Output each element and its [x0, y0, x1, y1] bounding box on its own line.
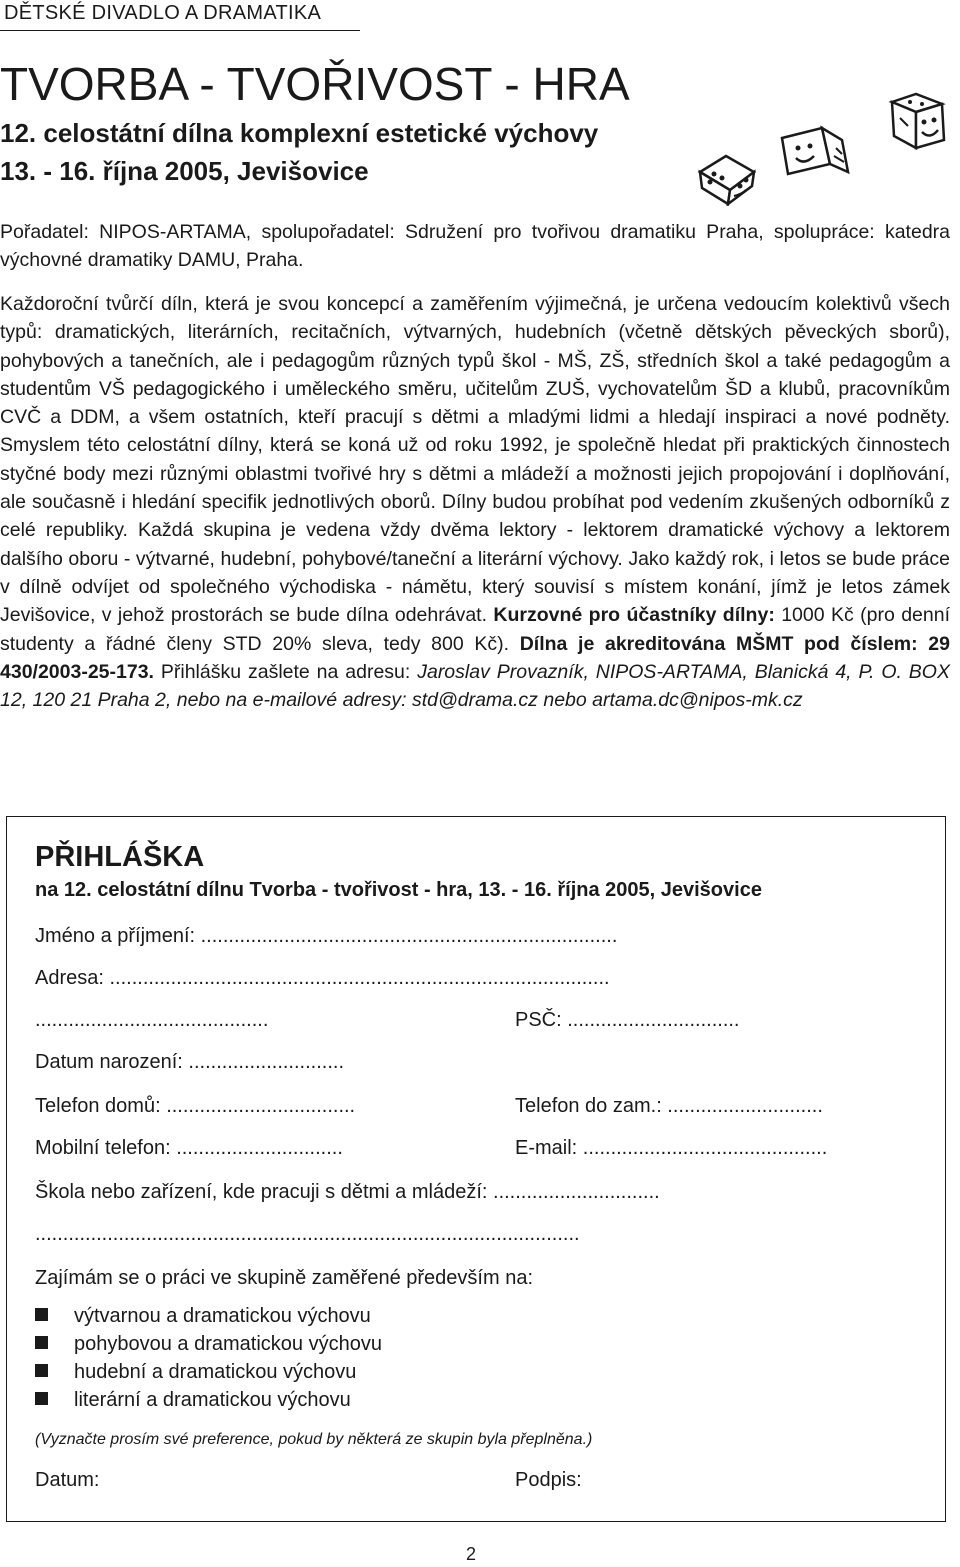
- dice-icon: [696, 150, 758, 206]
- accreditation-text: Dílna je akreditována MŠMT pod číslem: 29 430/2003-25-173.: [0, 632, 950, 683]
- option-label: výtvarnou a dramatickou výchovu: [74, 1305, 371, 1327]
- event-date-place: 13. - 16. října 2005, Jevišovice: [0, 156, 369, 186]
- name-field[interactable]: Jméno a příjmení: ...........................................................................: [35, 925, 618, 947]
- preference-note: (Vyznačte prosím své preference, pokud by některá ze skupin byla přeplněna.): [35, 1431, 593, 1448]
- smiling-dice-icon: [778, 124, 854, 180]
- organizer-info: Pořadatel: NIPOS-ARTAMA, spolupořadatel: Sdružení pro tvořivou dramatiku Praha, spolupráce: katedra výchovné dramatiky DAMU, Praha.: [0, 221, 950, 271]
- email-field[interactable]: E-mail: ............................................: [515, 1137, 828, 1159]
- workshop-description: [0, 290, 950, 714]
- fee-label: Kurzovné pro účastníky dílny:: [493, 604, 775, 627]
- fee-text: 1000 Kč (pro denní studenty a řádné členy STD 20% sleva, tedy 800 Kč).: [0, 604, 950, 655]
- option-label: literární a dramatickou výchovu: [74, 1389, 351, 1411]
- interest-label: Zajímám se o práci ve skupině zaměřené především na:: [35, 1267, 533, 1289]
- option-music-drama[interactable]: [35, 1359, 356, 1385]
- option-visual-drama[interactable]: [35, 1303, 371, 1329]
- option-movement-drama[interactable]: [35, 1331, 382, 1357]
- checkbox-icon[interactable]: [35, 1364, 48, 1377]
- application-form: [6, 816, 946, 1522]
- option-label: hudební a dramatickou výchovu: [74, 1361, 357, 1383]
- signature-field[interactable]: Podpis:: [515, 1469, 582, 1491]
- checkbox-icon[interactable]: [35, 1308, 48, 1321]
- page-number: 2: [466, 1544, 477, 1564]
- address-line2-field[interactable]: ..........................................: [35, 1009, 269, 1031]
- page-title: TVORBA - TVOŘIVOST - HRA: [0, 58, 630, 110]
- smiling-dice-icon: [886, 90, 952, 152]
- form-subtitle: na 12. celostátní dílnu Tvorba - tvořivost - hra, 13. - 16. října 2005, Jevišovice: [35, 879, 762, 901]
- date-field[interactable]: Datum:: [35, 1469, 100, 1491]
- checkbox-icon[interactable]: [35, 1336, 48, 1349]
- send-label: Přihlášku zašlete na adresu:: [160, 660, 418, 683]
- description-text: Každoroční tvůrčí díln, která je svou koncepcí a zaměřením výjimečná, je určena vedoucím kolektivů všech typů: dramatických, literárních, recitačních, výtvarných, hudebních (včetně dětských pěveckých sborů), pohybových a tanečních, ale i pedagogům různých typů škol - MŠ, ZŠ, středních škol a také pedagogům a studentům VŠ pedagogického i uměleckého směru, učitelům ZUŠ, vychovatelům ŠD a klubů, pracovníkům CVČ a DDM, a všem ostatních, kteří pracují s dětmi a mladými lidmi a hledají inspiraci a nové podněty. Smyslem této celostátní dílny, která se koná už od roku 1992, je společně hledat při praktických činnostech styčné body mezi různými oblastmi tvořivé hry s dětmi a mládeží a možnosti jejich propojování i doplňování, ale současně i hledání specifik jednotlivých oborů. Dílny budou probíhat pod vedením zkušených odborníků z celé republiky. Každá skupina je vedena vždy dvěma lektory - lektorem dramatické výchovy a lektorem dalšího oboru - výtvarné, hudební, pohybové/taneční a literární výchovy. Jako každý rok, i letos se bude práce v dílně odvíjet od společného východiska - námětu, který souvisí s místem konání, jímž je letos zámek Jevišovice, v jehož prostorách se bude dílna odehrávat.: [0, 293, 950, 627]
- school-line2-field[interactable]: ..................................................................................................: [35, 1223, 580, 1245]
- send-address: Jaroslav Provazník, NIPOS-ARTAMA, Blanická 4, P. O. BOX 12, 120 21 Praha 2, nebo na e-mailové adresy: std@drama.cz nebo artama.dc@nipos-mk.cz: [0, 660, 950, 712]
- option-literary-drama[interactable]: [35, 1387, 351, 1413]
- school-field[interactable]: Škola nebo zařízení, kde pracuji s dětmi a mládeží: ..............................: [35, 1181, 660, 1203]
- address-field[interactable]: Adresa: ..........................................................................................: [35, 967, 610, 989]
- checkbox-icon[interactable]: [35, 1392, 48, 1405]
- home-phone-field[interactable]: Telefon domů: ..................................: [35, 1095, 356, 1117]
- form-title: PŘIHLÁŠKA: [35, 841, 205, 873]
- section-label: DĚTSKÉ DIVADLO A DRAMATIKA: [4, 2, 322, 24]
- work-phone-field[interactable]: Telefon do zam.: ............................: [515, 1095, 823, 1117]
- birth-date-field[interactable]: Datum narození: ............................: [35, 1051, 344, 1073]
- option-label: pohybovou a dramatickou výchovu: [74, 1333, 382, 1355]
- postal-code-field[interactable]: PSČ: ...............................: [515, 1009, 740, 1031]
- mobile-phone-field[interactable]: Mobilní telefon: ..............................: [35, 1137, 343, 1159]
- event-title: 12. celostátní dílna komplexní estetické výchovy: [0, 118, 599, 148]
